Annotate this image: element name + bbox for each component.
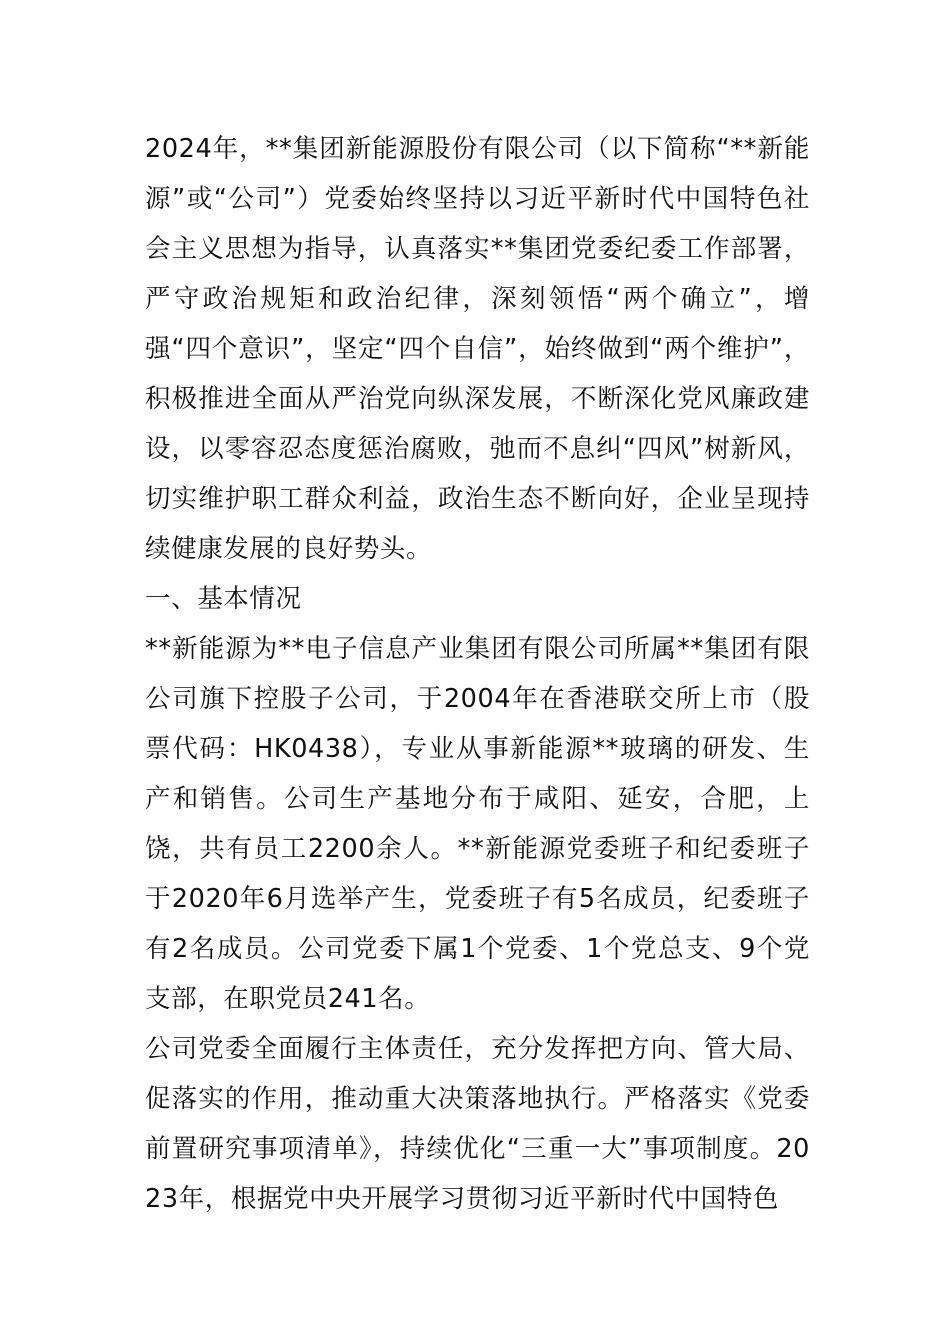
company-overview-paragraph: **新能源为**电子信息产业集团有限公司所属**集团有限公司旗下控股子公司，于2004年在香港联交所上市（股票代码：HK0438），专业从事新能源**玻璃的研发、生产和销售。公司生产基地分布于咸阳、延安，合肥，上饶，共有员工2200余人。**新能源党委班子和纪委班子于2020年6月选举产生，党委班子有5名成员，纪委班子有2名成员。公司党委下属1个党委、1个党总支、9个党支部，在职党员241名。 [145, 634, 810, 1014]
document-body [145, 124, 810, 1224]
intro-paragraph: 2024年，**集团新能源股份有限公司（以下简称“**新能源”或“公司”）党委始终坚持以习近平新时代中国特色社会主义思想为指导，认真落实**集团党委纪委工作部署，严守政治规矩和政治纪律，深刻领悟“两个确立”，增强“四个意识”，坚定“四个自信”，始终做到“两个维护”，积极推进全面从严治党向纵深发展，不断深化党风廉政建设，以零容忍态度惩治腐败，弛而不息纠“四风”树新风，切实维护职工群众利益，政治生态不断向好，企业呈现持续健康发展的良好势头。 [145, 134, 810, 564]
party-committee-paragraph: 公司党委全面履行主体责任，充分发挥把方向、管大局、促落实的作用，推动重大决策落地执行。严格落实《党委前置研究事项清单》，持续优化“三重一大”事项制度。2023年，根据党中央开展学习贯彻习近平新时代中国特色 [145, 1034, 810, 1214]
section-heading-basic-situation: 一、基本情况 [145, 584, 302, 614]
